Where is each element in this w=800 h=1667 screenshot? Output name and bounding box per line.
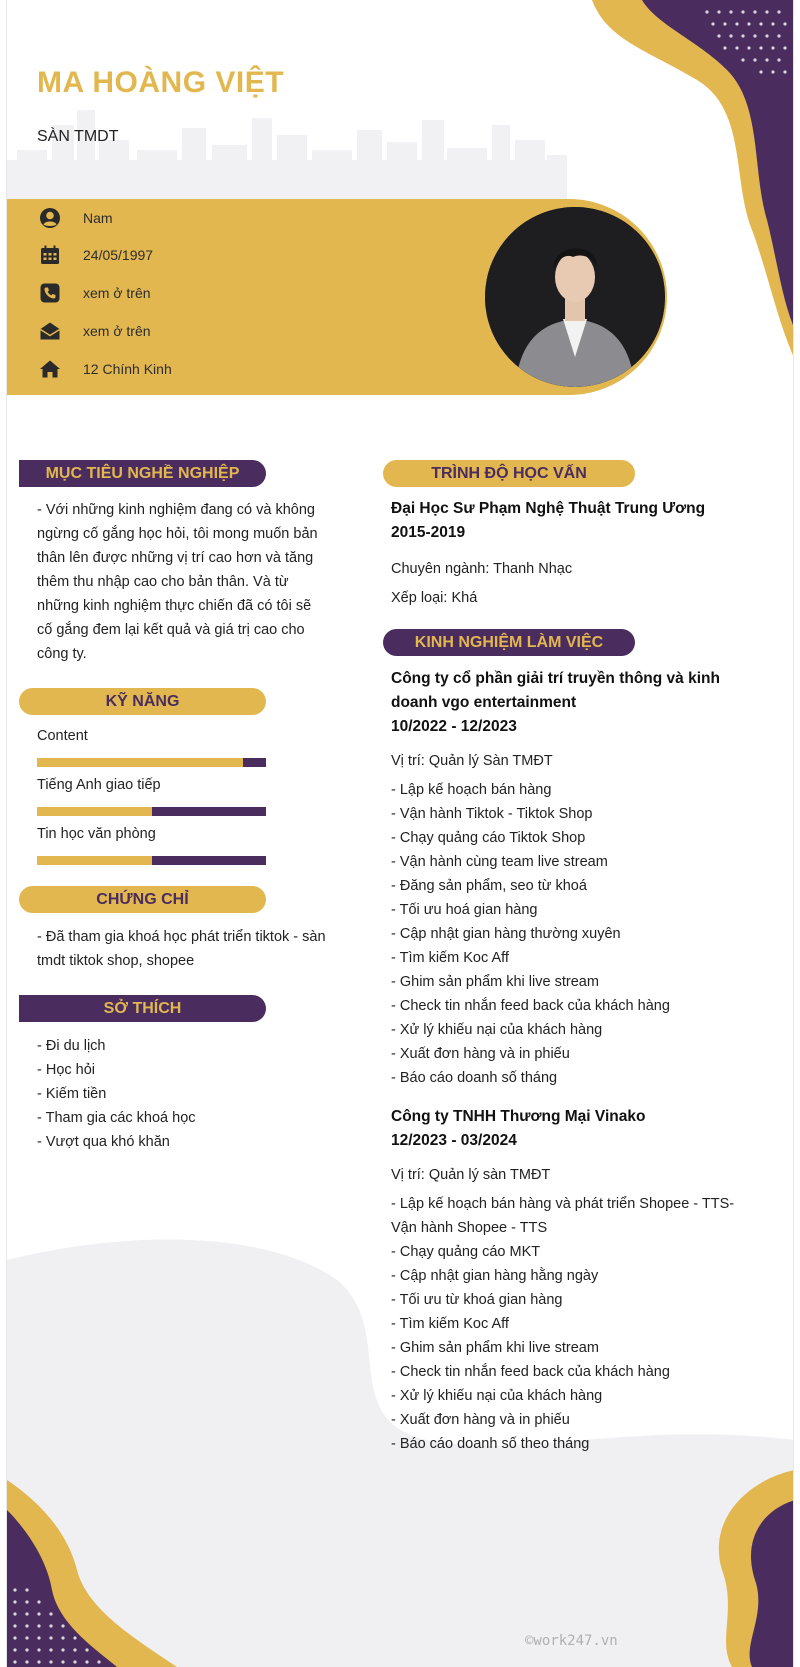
avatar	[485, 207, 665, 387]
certificates-text: - Đã tham gia khoá học phát triển tiktok - sàn tmdt tiktok shop, shopee	[37, 929, 326, 969]
info-phone	[37, 280, 151, 306]
info-text: 24/05/1997	[83, 247, 154, 263]
list-item: - Check tin nhắn feed back của khách hàng	[391, 1364, 670, 1380]
home-icon	[37, 356, 63, 382]
job-position: Vị trí: Quản lý Sàn TMĐT	[391, 753, 553, 769]
school-period: 2015-2019	[391, 524, 466, 541]
info-gender	[37, 205, 113, 231]
info-text: Nam	[83, 210, 113, 226]
job-1-header	[391, 667, 721, 739]
list-item: - Tìm kiếm Koc Aff	[391, 1316, 509, 1332]
info-text: 12 Chính Kinh	[83, 361, 172, 377]
info-address	[37, 356, 172, 382]
skill-bar-fill	[37, 856, 152, 865]
list-item: - Báo cáo doanh số tháng	[391, 1070, 558, 1086]
city-skyline-decoration	[7, 110, 567, 200]
education-major: Chuyên ngành: Thanh Nhạc	[391, 561, 573, 577]
list-item: - Ghim sản phẩm khi live stream	[391, 1340, 599, 1356]
list-item: - Vượt qua khó khăn	[37, 1134, 170, 1150]
envelope-icon	[37, 318, 63, 344]
calendar-icon	[37, 242, 63, 268]
objective-heading: MỤC TIÊU NGHỀ NGHIỆP	[19, 460, 266, 487]
skill-label: Tin học văn phòng	[37, 826, 156, 842]
list-item: - Chạy quảng cáo MKT	[391, 1244, 541, 1260]
phone-icon	[37, 280, 63, 306]
skill-bar	[37, 807, 266, 816]
info-email	[37, 318, 151, 344]
skill-bar-fill	[37, 807, 152, 816]
list-item: - Xuất đơn hàng và in phiếu	[391, 1412, 570, 1428]
watermark: ©work247.vn	[525, 1633, 618, 1649]
job-company: Công ty cổ phần giải trí truyền thông và kinh doanh vgo entertainment	[391, 670, 720, 711]
list-item: - Đăng sản phẩm, seo từ khoá	[391, 878, 587, 894]
list-item: - Cập nhật gian hàng thường xuyên	[391, 926, 621, 942]
list-item: - Chạy quảng cáo Tiktok Shop	[391, 830, 586, 846]
list-item: - Đi du lịch	[37, 1038, 106, 1054]
skill-label: Content	[37, 728, 88, 744]
info-birthday	[37, 242, 153, 268]
skill-bar	[37, 856, 266, 865]
job-company: Công ty TNHH Thương Mại Vinako	[391, 1108, 646, 1125]
list-item: - Cập nhật gian hàng hằng ngày	[391, 1268, 599, 1284]
list-item: - Kiếm tiền	[37, 1086, 107, 1102]
list-item: - Xử lý khiếu nại của khách hàng	[391, 1022, 603, 1038]
list-item: - Học hỏi	[37, 1062, 96, 1078]
candidate-title: SÀN TMDT	[37, 128, 119, 145]
skills-heading: KỸ NĂNG	[19, 688, 266, 715]
list-item: - Vận hành Tiktok - Tiktok Shop	[391, 806, 593, 822]
education-grade: Xếp loại: Khá	[391, 590, 478, 606]
candidate-name: MA HOÀNG VIỆT	[37, 66, 285, 99]
certificates-heading: CHỨNG CHỈ	[19, 886, 266, 913]
list-item: - Ghim sản phẩm khi live stream	[391, 974, 599, 990]
job-period: 12/2023 - 03/2024	[391, 1132, 517, 1149]
job-period: 10/2022 - 12/2023	[391, 718, 517, 735]
education-heading: TRÌNH ĐỘ HỌC VẤN	[383, 460, 635, 487]
list-item: - Báo cáo doanh số theo tháng	[391, 1436, 590, 1452]
skill-label: Tiếng Anh giao tiếp	[37, 777, 161, 793]
job-1-tasks	[391, 778, 741, 1090]
education-school	[391, 497, 721, 545]
list-item: - Xuất đơn hàng và in phiếu	[391, 1046, 570, 1062]
objective-text: - Với những kinh nghiệm đang có và không ngừng cố gắng học hỏi, tôi mong muốn bản thân lên được những vị trí cao hơn và tăng thêm thu nhập cao cho bản thân. Và từ những kinh nghiệm thực chiến đã có tôi sẽ cố gắng đem lại kết quả và giá trị cao cho công ty.	[37, 502, 318, 662]
list-item: - Xử lý khiếu nại của khách hàng	[391, 1388, 603, 1404]
user-circle-icon	[37, 205, 63, 231]
skill-office	[37, 826, 266, 865]
list-item: - Tối ưu từ khoá gian hàng	[391, 1292, 563, 1308]
experience-heading: KINH NGHIỆM LÀM VIỆC	[383, 629, 635, 656]
hobbies-list	[37, 1034, 327, 1154]
skill-content	[37, 728, 266, 767]
list-item: - Tìm kiếm Koc Aff	[391, 950, 509, 966]
skill-bar-fill	[37, 758, 243, 767]
list-item: - Lập kế hoạch bán hàng và phát triển Shopee - TTS- Vận hành Shopee - TTS	[391, 1196, 735, 1236]
job-position: Vị trí: Quản lý sàn TMĐT	[391, 1167, 551, 1183]
list-item: - Tối ưu hoá gian hàng	[391, 902, 538, 918]
info-text: xem ở trên	[83, 285, 151, 301]
list-item: - Vận hành cùng team live stream	[391, 854, 608, 870]
job-2-header	[391, 1105, 721, 1153]
list-item: - Check tin nhắn feed back của khách hàng	[391, 998, 670, 1014]
list-item: - Lập kế hoạch bán hàng	[391, 782, 552, 798]
school-name: Đại Học Sư Phạm Nghệ Thuật Trung Ương	[391, 500, 706, 517]
skill-english	[37, 777, 266, 816]
hobbies-heading: SỞ THÍCH	[19, 995, 266, 1022]
skill-bar	[37, 758, 266, 767]
info-text: xem ở trên	[83, 323, 151, 339]
list-item: - Tham gia các khoá học	[37, 1110, 196, 1126]
job-2-tasks	[391, 1192, 741, 1456]
cv-page	[6, 0, 794, 1667]
